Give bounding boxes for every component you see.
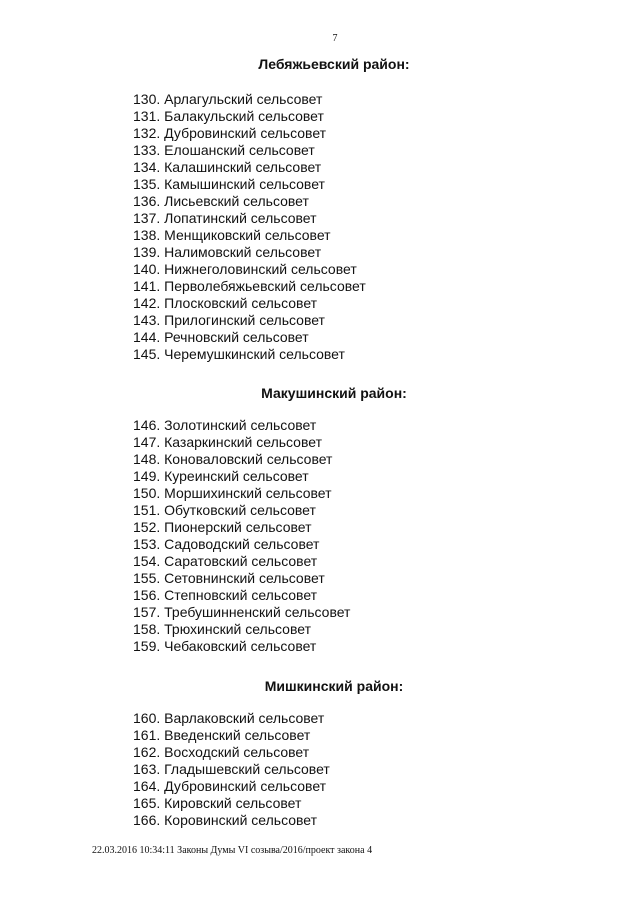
council-entry: 154. Саратовский сельсовет [133,553,318,569]
council-entry: 164. Дубровинский сельсовет [133,778,327,794]
council-entry: 160. Варлаковский сельсовет [133,710,325,726]
document-footer: 22.03.2016 10:34:11 Законы Думы VI созыва/2016/проект закона 4 [92,845,373,856]
council-entry: 138. Менщиковский сельсовет [133,227,331,243]
council-list [133,91,366,363]
council-entry: 158. Трюхинский сельсовет [133,621,311,637]
council-entry: 159. Чебаковский сельсовет [133,638,317,654]
council-entry: 137. Лопатинский сельсовет [133,210,317,226]
council-entry: 142. Плосковский сельсовет [133,295,318,311]
council-entry: 162. Восходский сельсовет [133,744,310,760]
council-entry: 152. Пионерский сельсовет [133,519,312,535]
council-entry: 131. Балакульский сельсовет [133,108,324,124]
council-list [133,710,330,829]
council-entry: 144. Речновский сельсовет [133,329,309,345]
council-entry: 157. Требушинненский сельсовет [133,604,351,620]
council-entry: 150. Моршихинский сельсовет [133,485,332,501]
council-entry: 165. Кировский сельсовет [133,795,302,811]
council-entry: 146. Золотинский сельсовет [133,417,317,433]
council-entry: 161. Введенский сельсовет [133,727,311,743]
council-entry: 151. Обутковский сельсовет [133,502,316,518]
council-entry: 136. Лисьевский сельсовет [133,193,309,209]
page-number: 7 [332,33,338,44]
council-entry: 145. Черемушкинский сельсовет [133,346,345,362]
council-entry: 149. Куреинский сельсовет [133,468,309,484]
council-entry: 132. Дубровинский сельсовет [133,125,327,141]
council-entry: 133. Елошанский сельсовет [133,142,315,158]
council-entry: 163. Гладышевский сельсовет [133,761,330,777]
council-entry: 147. Казаркинский сельсовет [133,434,322,450]
council-entry: 139. Налимовский сельсовет [133,244,322,260]
council-entry: 166. Коровинский сельсовет [133,812,318,828]
district-heading: Лебяжьевский район: [258,56,410,72]
council-entry: 135. Камышинский сельсовет [133,176,325,192]
council-list [133,417,350,655]
district-heading: Мишкинский район: [264,678,404,694]
council-entry: 143. Прилогинский сельсовет [133,312,325,328]
council-entry: 156. Степновский сельсовет [133,587,318,603]
council-entry: 141. Перволебяжьевский сельсовет [133,278,366,294]
district-heading: Макушинский район: [261,385,407,401]
council-entry: 153. Садоводский сельсовет [133,536,320,552]
council-entry: 134. Калашинский сельсовет [133,159,322,175]
council-entry: 148. Коноваловский сельсовет [133,451,333,467]
council-entry: 155. Сетовнинский сельсовет [133,570,325,586]
council-entry: 130. Арлагульский сельсовет [133,91,323,107]
council-entry: 140. Нижнеголовинский сельсовет [133,261,357,277]
